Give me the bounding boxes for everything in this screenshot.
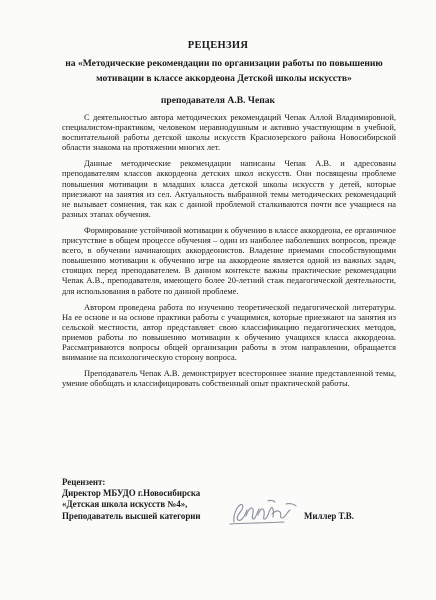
document-body [62, 112, 396, 394]
reviewer-school: «Детская школа искусств №4», [62, 499, 188, 510]
paragraph: Данные методические рекомендации написаны Чепак А.В. и адресованы преподавателям классов аккордеона детских школ искусств. Они посвящены проблеме повышения мотивации в младших класса детской школы искусств у детей, которые приезжают на занятия из сел. Актуальность выбранной темы методических рекомендаций не вызывает сомнения, так как с данной проблемой сталкиваются почти все учащиеся на разных этапах обучения. [62, 158, 396, 219]
reviewer-position: Директор МБУДО г.Новосибирска [62, 488, 201, 499]
paragraph: С деятельностью автора методических рекомендаций Чепак Аллой Владимировной, специалистом-практиком, человеком неравнодушным и активно участвующим в учебной, воспитательной работы детской школы искусств Краснозерского района Новосибирской области знакома на протяжении многих лет. [62, 112, 396, 153]
paragraph: Формирование устойчивой мотивации к обучению в классе аккордеона, ее органичное присутствие в общем процессе обучения – один из наиболее наболевших вопросов, прежде всего, в обучении начинающих аккордеонистов. Владение приемами способствующими повышению мотивации к обучению игре на аккордеоне является одной из важных задач, стоящих перед преподавателем. В данном контексте важны практические рекомендации Чепак А.В., преподавателя, имеющего более 20-летний стаж педагогической деятельности, для использования в работе по данной проблеме. [62, 224, 396, 296]
reviewer-label: Рецензент: [62, 477, 106, 487]
reviewer-name: Миллер Т.В. [304, 510, 354, 521]
signature-icon [224, 496, 306, 530]
paragraph: Преподаватель Чепак А.В. демонстрирует всестороннее знание представленной темы, умение обобщать и классифицировать собственный опыт практической работы. [62, 368, 396, 389]
document-subject: на «Методические рекомендации по организации работы по повышению мотивации в классе аккордеона Детской школы искусств» [65, 58, 383, 84]
paragraph: Автором проведена работа по изучению теоретической педагогической литературы. На ее основе и на основе практики работы с учащимися, которые приезжают на занятия из сельской местности, автор представляет свою классификацию педагогических методов, приемов работы по повышению мотивации к обучению учащихся класса аккордеона. Рассматриваются вопросы общей организации работы в этом направлении, обращается внимание на психологическую сторону вопроса. [62, 301, 396, 363]
document-title: РЕЦЕНЗИЯ [187, 40, 249, 51]
document-author: преподавателя А.В. Чепак [160, 95, 276, 106]
reviewer-category: Преподаватель высшей категории [62, 510, 201, 521]
